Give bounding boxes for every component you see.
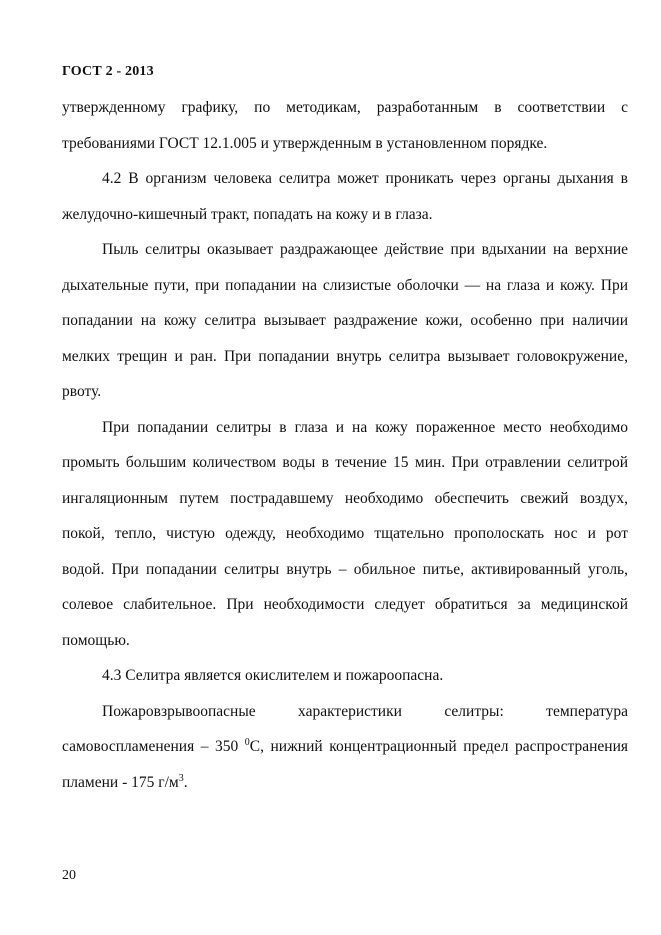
text-fragment: самовоспламенения – 350 xyxy=(62,738,245,755)
text-line: помощью. xyxy=(62,631,130,649)
text-line: покой, тепло, чистую одежду, необходимо тщательно прополоскать нос и рот xyxy=(62,525,628,542)
page-number: 20 xyxy=(62,868,76,883)
superscript-cube: 3 xyxy=(178,772,184,784)
text-line: мелких трещин и ран. При попадании внутрь селитра вызывает головокружение, xyxy=(62,347,628,365)
text-line: рвоту. xyxy=(62,383,102,400)
text-line: солевое слабительное. При необходимости следует обратиться за медицинской xyxy=(62,596,628,613)
text-line: требованиями ГОСТ 12.1.005 и утвержденным в установленном порядке. xyxy=(62,134,548,152)
text-line: 4.3 Селитра является окислителем и пожароопасна. xyxy=(102,667,444,684)
text-line: желудочно-кишечный тракт, попадать на кожу и в глаза. xyxy=(62,205,433,223)
text-line: 4.2 В организм человека селитра может проникать через органы дыхания в xyxy=(102,170,628,187)
text-line: Пожаровзрывоопасные характеристики селитры: температура xyxy=(102,702,628,720)
text-line: ингаляционным путем пострадавшему необходимо обеспечить свежий воздух, xyxy=(62,489,628,507)
text-line: промыть большим количеством воды в течение 15 мин. При отравлении селитрой xyxy=(62,454,628,471)
text-line xyxy=(62,729,628,765)
text-line: водой. При попадании селитры внутрь – обильное питье, активированный уголь, xyxy=(62,560,628,578)
text-line: утвержденному графику, по методикам, разработанным в соответствии с xyxy=(62,99,628,116)
text-line: При попадании селитры в глаза и на кожу пораженное место необходимо xyxy=(102,418,628,436)
document-body xyxy=(62,90,628,800)
text-line: Пыль селитры оказывает раздражающее действие при вдыхании на верхние xyxy=(102,241,628,258)
superscript-degree: 0 xyxy=(244,737,250,748)
text-line xyxy=(62,765,628,801)
text-fragment: . xyxy=(183,773,188,791)
document-header: ГОСТ 2 - 2013 xyxy=(62,64,154,79)
text-fragment: С, нижний концентрационный предел распространения xyxy=(249,738,628,755)
text-fragment: пламени - 175 г/м xyxy=(62,773,179,791)
text-line: дыхательные пути, при попадании на слизистые оболочки — на глаза и кожу. При xyxy=(62,276,628,294)
text-line: попадании на кожу селитра вызывает раздражение кожи, особенно при наличии xyxy=(62,312,628,329)
